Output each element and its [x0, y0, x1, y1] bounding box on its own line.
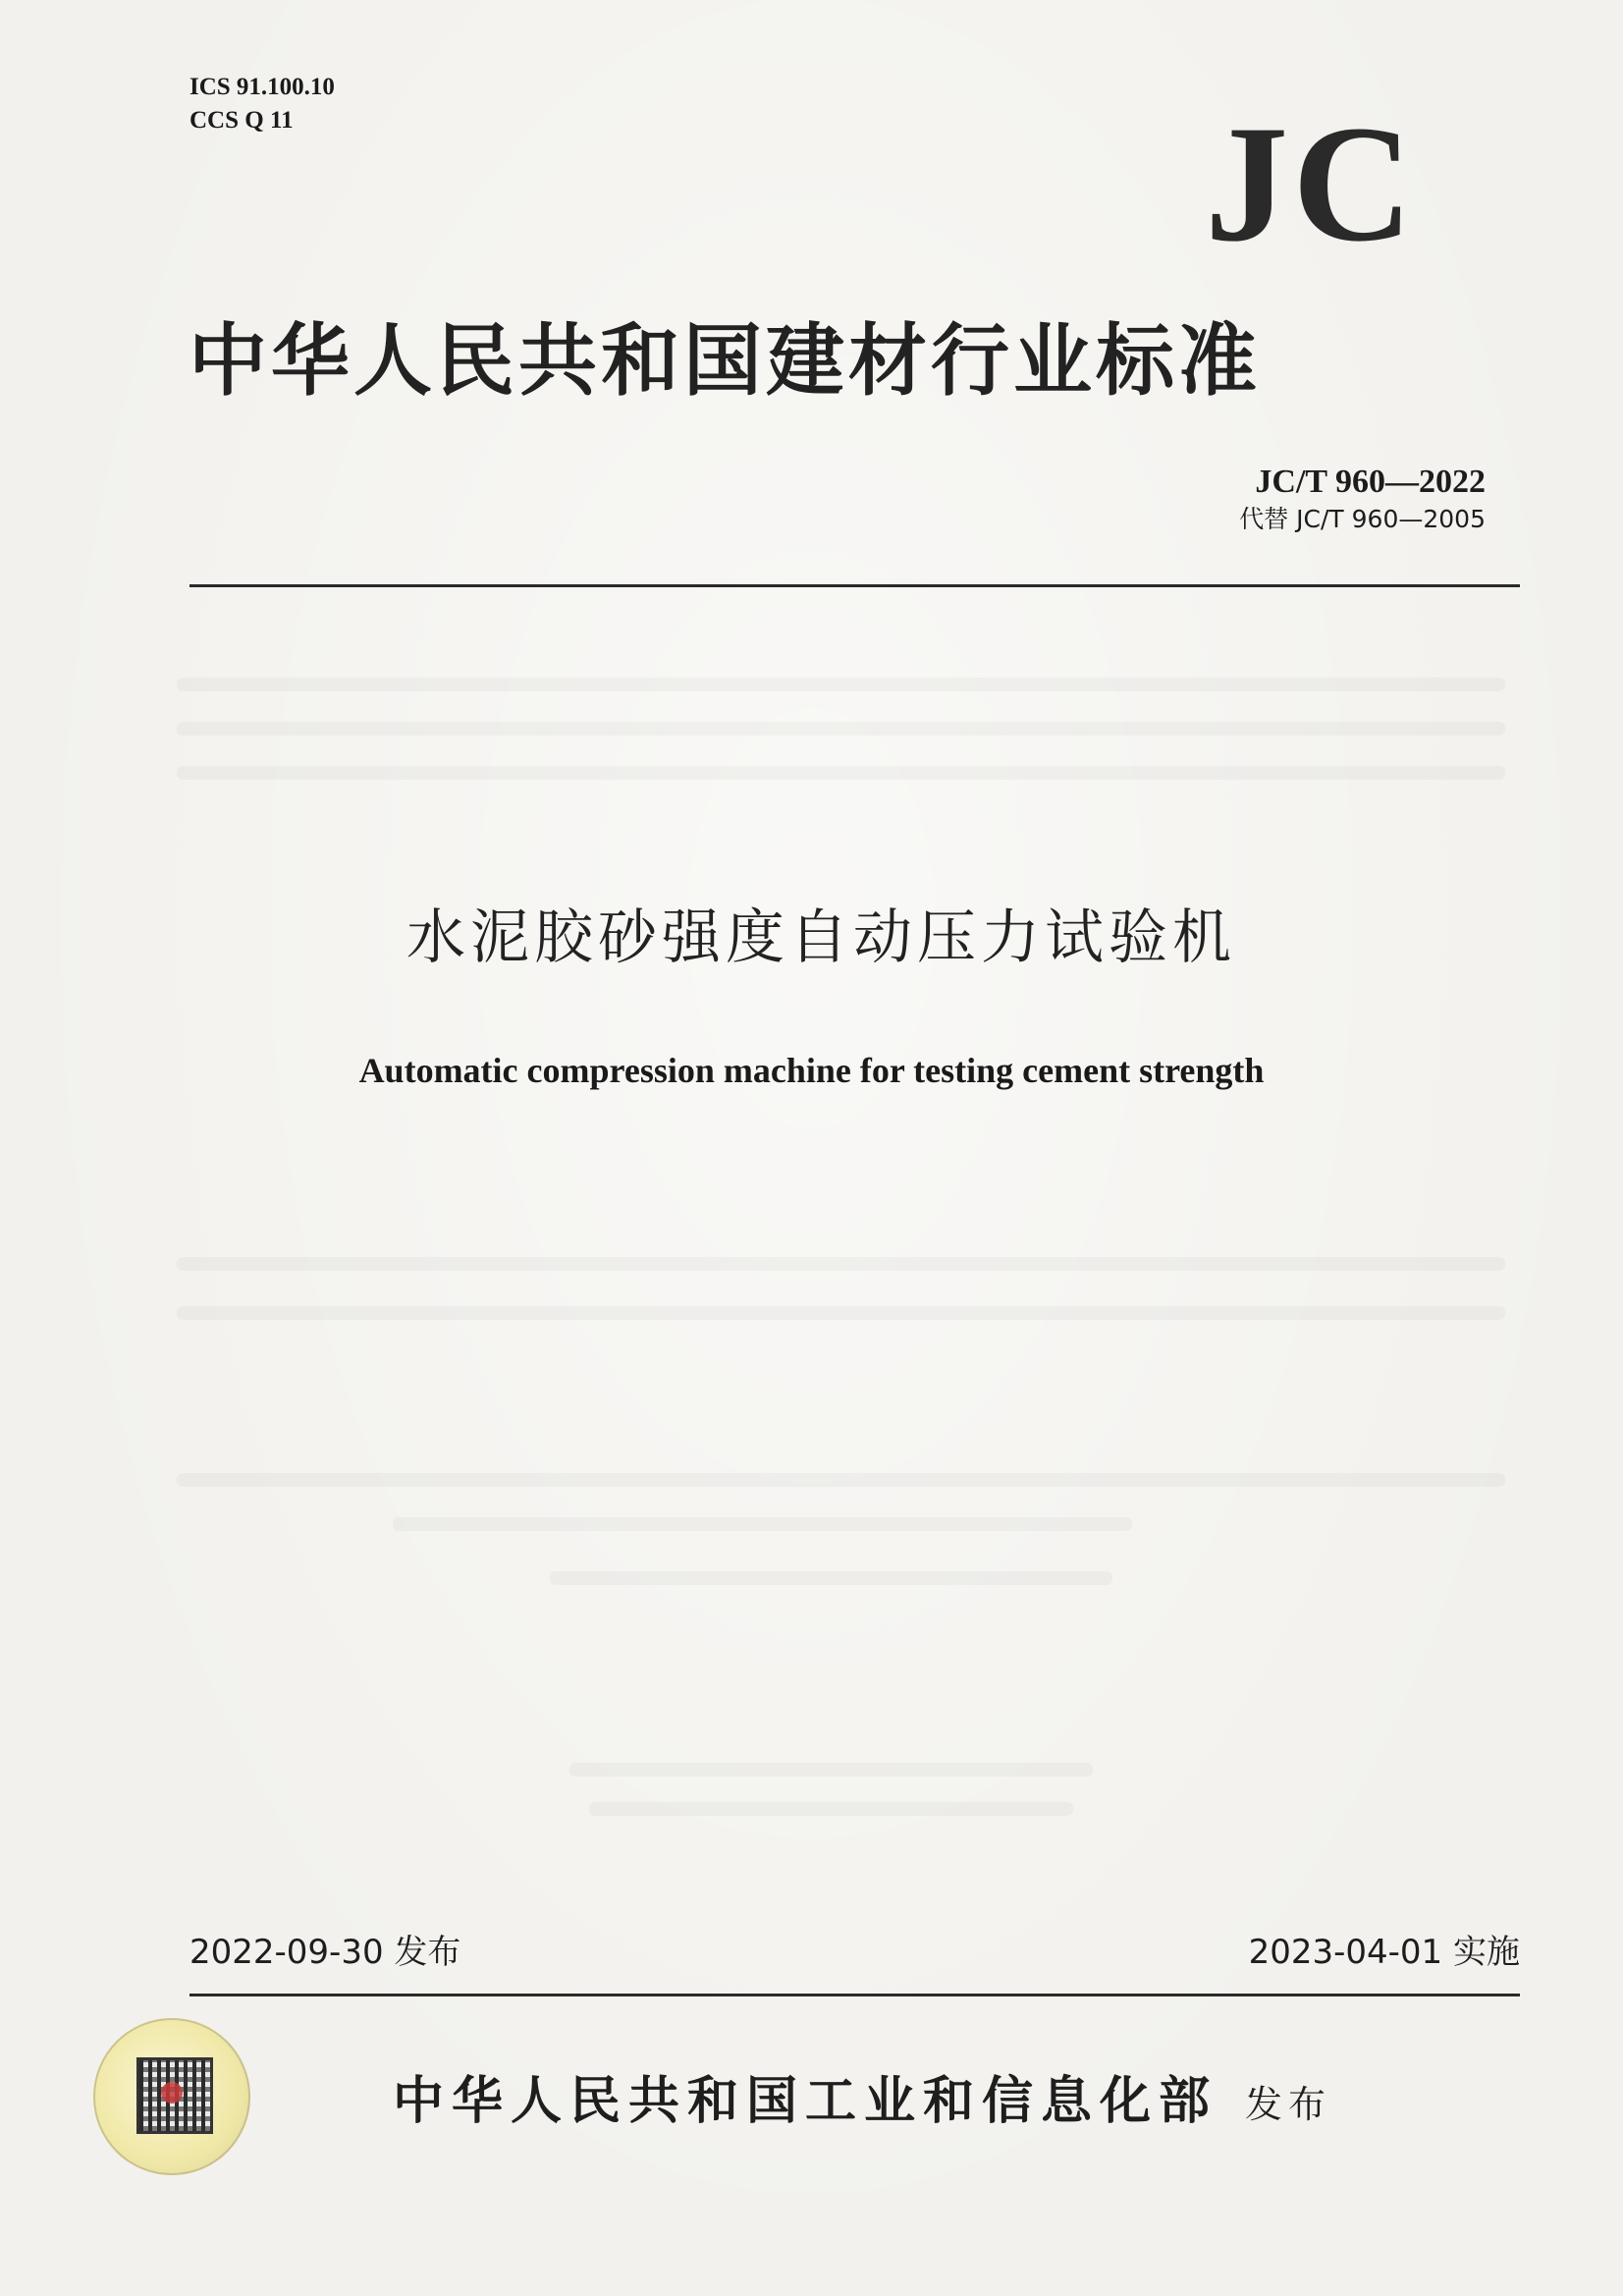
faint-bleed-line [177, 678, 1505, 691]
classification-codes [189, 71, 335, 137]
publisher-name: 中华人民共和国工业和信息化部 [393, 2072, 1218, 2131]
standard-number: JC/T 960—2022 [1255, 464, 1486, 500]
faint-bleed-line [569, 1763, 1093, 1777]
faint-bleed-line [177, 1306, 1505, 1320]
faint-bleed-line [393, 1517, 1132, 1531]
faint-bleed-line [177, 1473, 1505, 1487]
footer-divider [189, 1994, 1520, 1996]
faint-bleed-line [177, 722, 1505, 736]
issue-date: 2022-09-30 发布 [189, 1933, 461, 1972]
jc-standard-mark: JC [1205, 91, 1417, 276]
implementation-date: 2023-04-01 实施 [1248, 1933, 1520, 1972]
document-title-english: Automatic compression machine for testing cement strength [358, 1051, 1265, 1090]
publish-label: 发布 [1245, 2083, 1332, 2126]
qr-code-icon [136, 2057, 213, 2134]
anti-counterfeit-qr-seal-icon [93, 2018, 250, 2175]
faint-bleed-line [589, 1802, 1073, 1816]
faint-bleed-line [177, 766, 1505, 780]
ccs-code: CCS Q 11 [189, 107, 294, 134]
faint-bleed-line [177, 1257, 1505, 1271]
ics-code: ICS 91.100.10 [189, 74, 335, 100]
replaces-standard: 代替 JC/T 960—2005 [1239, 505, 1486, 533]
faint-bleed-line [550, 1571, 1112, 1585]
standard-category-title: 中华人民共和国建材行业标准 [189, 315, 1261, 407]
header-divider [189, 584, 1520, 587]
standard-number-block [1239, 462, 1486, 536]
document-title-chinese: 水泥胶砂强度自动压力试验机 [406, 903, 1236, 972]
